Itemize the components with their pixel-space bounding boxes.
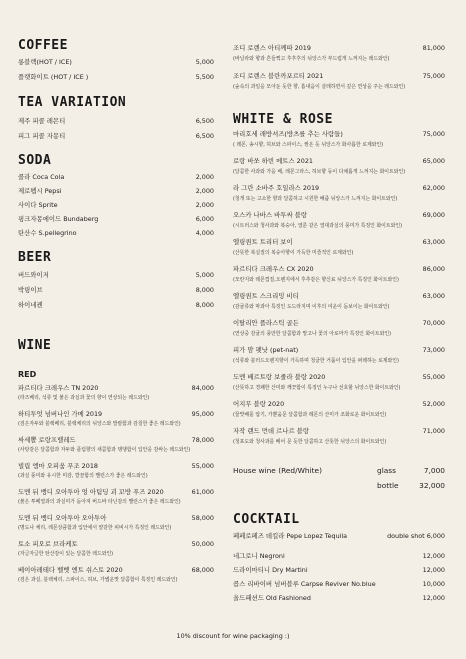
wine-description: (꿀맛배를 압기, 가뿐움문 달콤함과 레몬의 산미가 조화로운 화이트와인)	[233, 412, 387, 418]
wine-description: (청개 또는 고소한 향과 달콤하고 시원한 배즙 뉘앙스가 느껴지는 화이트와인)	[233, 196, 398, 202]
wine-description: (붉은 투베열과의 과실미가 돋아져 버드바 타닌감의 밸런스가 좋은 레드와인)	[18, 499, 181, 505]
wine-description: (석류와 블러드오렌지향이 가득하며 청굴한 거품이 입안을 퍼레하는 로제와인)	[233, 358, 399, 364]
white-rose-title: WHITE & ROSE	[233, 112, 333, 127]
red-subtitle: RED	[18, 370, 37, 379]
soda-title: SODA	[18, 153, 52, 168]
wine-description: (모란지와 레몬껍질,오렌지에서 후추같은 향신료 뉘앙스가 특징인 화이트와인)	[233, 277, 399, 283]
wine-description: (감귤류와 막과아 특징인 도드라지며 이후의 여운이 돋보이는 화이트와인)	[233, 304, 390, 310]
wine-description: (명도나 체리, 레몬상큼함과 입안에서 얄같한 피비시가 특징인 레드와인)	[18, 525, 172, 531]
wine-description: (검은 과실, 블랙체리, 스파이스, 허브, 가볍운맛 달콤함이 특징인 레드와인)	[18, 577, 178, 583]
wine-description: (사탕같은 달콤함과 자두와 플럼향의 새콤함과 탱탱함이 입안을 감싸는 레드와인)	[18, 447, 191, 453]
footer-note: 10% discount for wine packaging :)	[176, 632, 290, 640]
coffee-title: COFFEE	[18, 38, 68, 53]
wine-description: (바닐라와 향과 흔들찍고 후후후의 뉘앙스가 부드럽게 느껴지는 레드와인)	[233, 56, 390, 62]
wine-description: ( 레몬, 송시향, 허브와 스파이스, 짱온 듯 뉘앙스가 화사롭한 로제와인)	[233, 142, 384, 148]
wine-description: (산뜻하고 경쾌한 산미와 깨끗함이 특징인 누구나 선호할 뉘앙스한 화이트와인)	[233, 385, 401, 391]
wine-description: (자글자글한 탄산감이 있는 달콤한 레드와인)	[18, 551, 114, 557]
wine-description: (검은자두와 블랙베리, 블랙체리의 뉘앙스와 발랄함과 감칠한 좋은 레드와인)	[18, 421, 181, 427]
beer-title: BEER	[18, 250, 52, 265]
wine-description: (연상중 감귤의 풍만한 달콤함과 망고나 꽃의 아로마가 특징인 화이트와인)	[233, 331, 391, 337]
wine-description: (과실 풍미와 유시한 미감, 깔끔함의 밸런스가 좋은 레드와인)	[18, 473, 148, 479]
wine-description: (달콤한 사과와 가을 배, 레몬그라스, 허브향 등이 다채롭게 느껴지는 화이트와인)	[233, 169, 406, 175]
wine-description: (시트러스와 청사과와 복숭아, 열룬 같은 열대과실의 풍미가 특징인 화이트와인)	[233, 223, 402, 229]
tea-title: TEA VARIATION	[18, 95, 127, 110]
wine-description: (숲속의 과일을 모아둔 듯한 향, 흠내음이 살레하면서 깊은 연상을 주는 레드와인)	[233, 84, 406, 90]
wine-description: (라즈베리, 석류 및 붉은 과실과 꽃의 향이 연상되는 레드와인)	[18, 395, 150, 401]
cocktail-title: COCKTAIL	[233, 512, 300, 527]
wine-description: (산뜻한 복실질의 복숭아향이 가득한 미즐적인 로제와인)	[233, 250, 354, 256]
wine-title: WINE	[18, 338, 52, 353]
wine-description: (청포도와 청사과를 베어 문 듯한 달콤하고 산뜻한 뉘앙스의 화이트와인)	[233, 439, 387, 445]
